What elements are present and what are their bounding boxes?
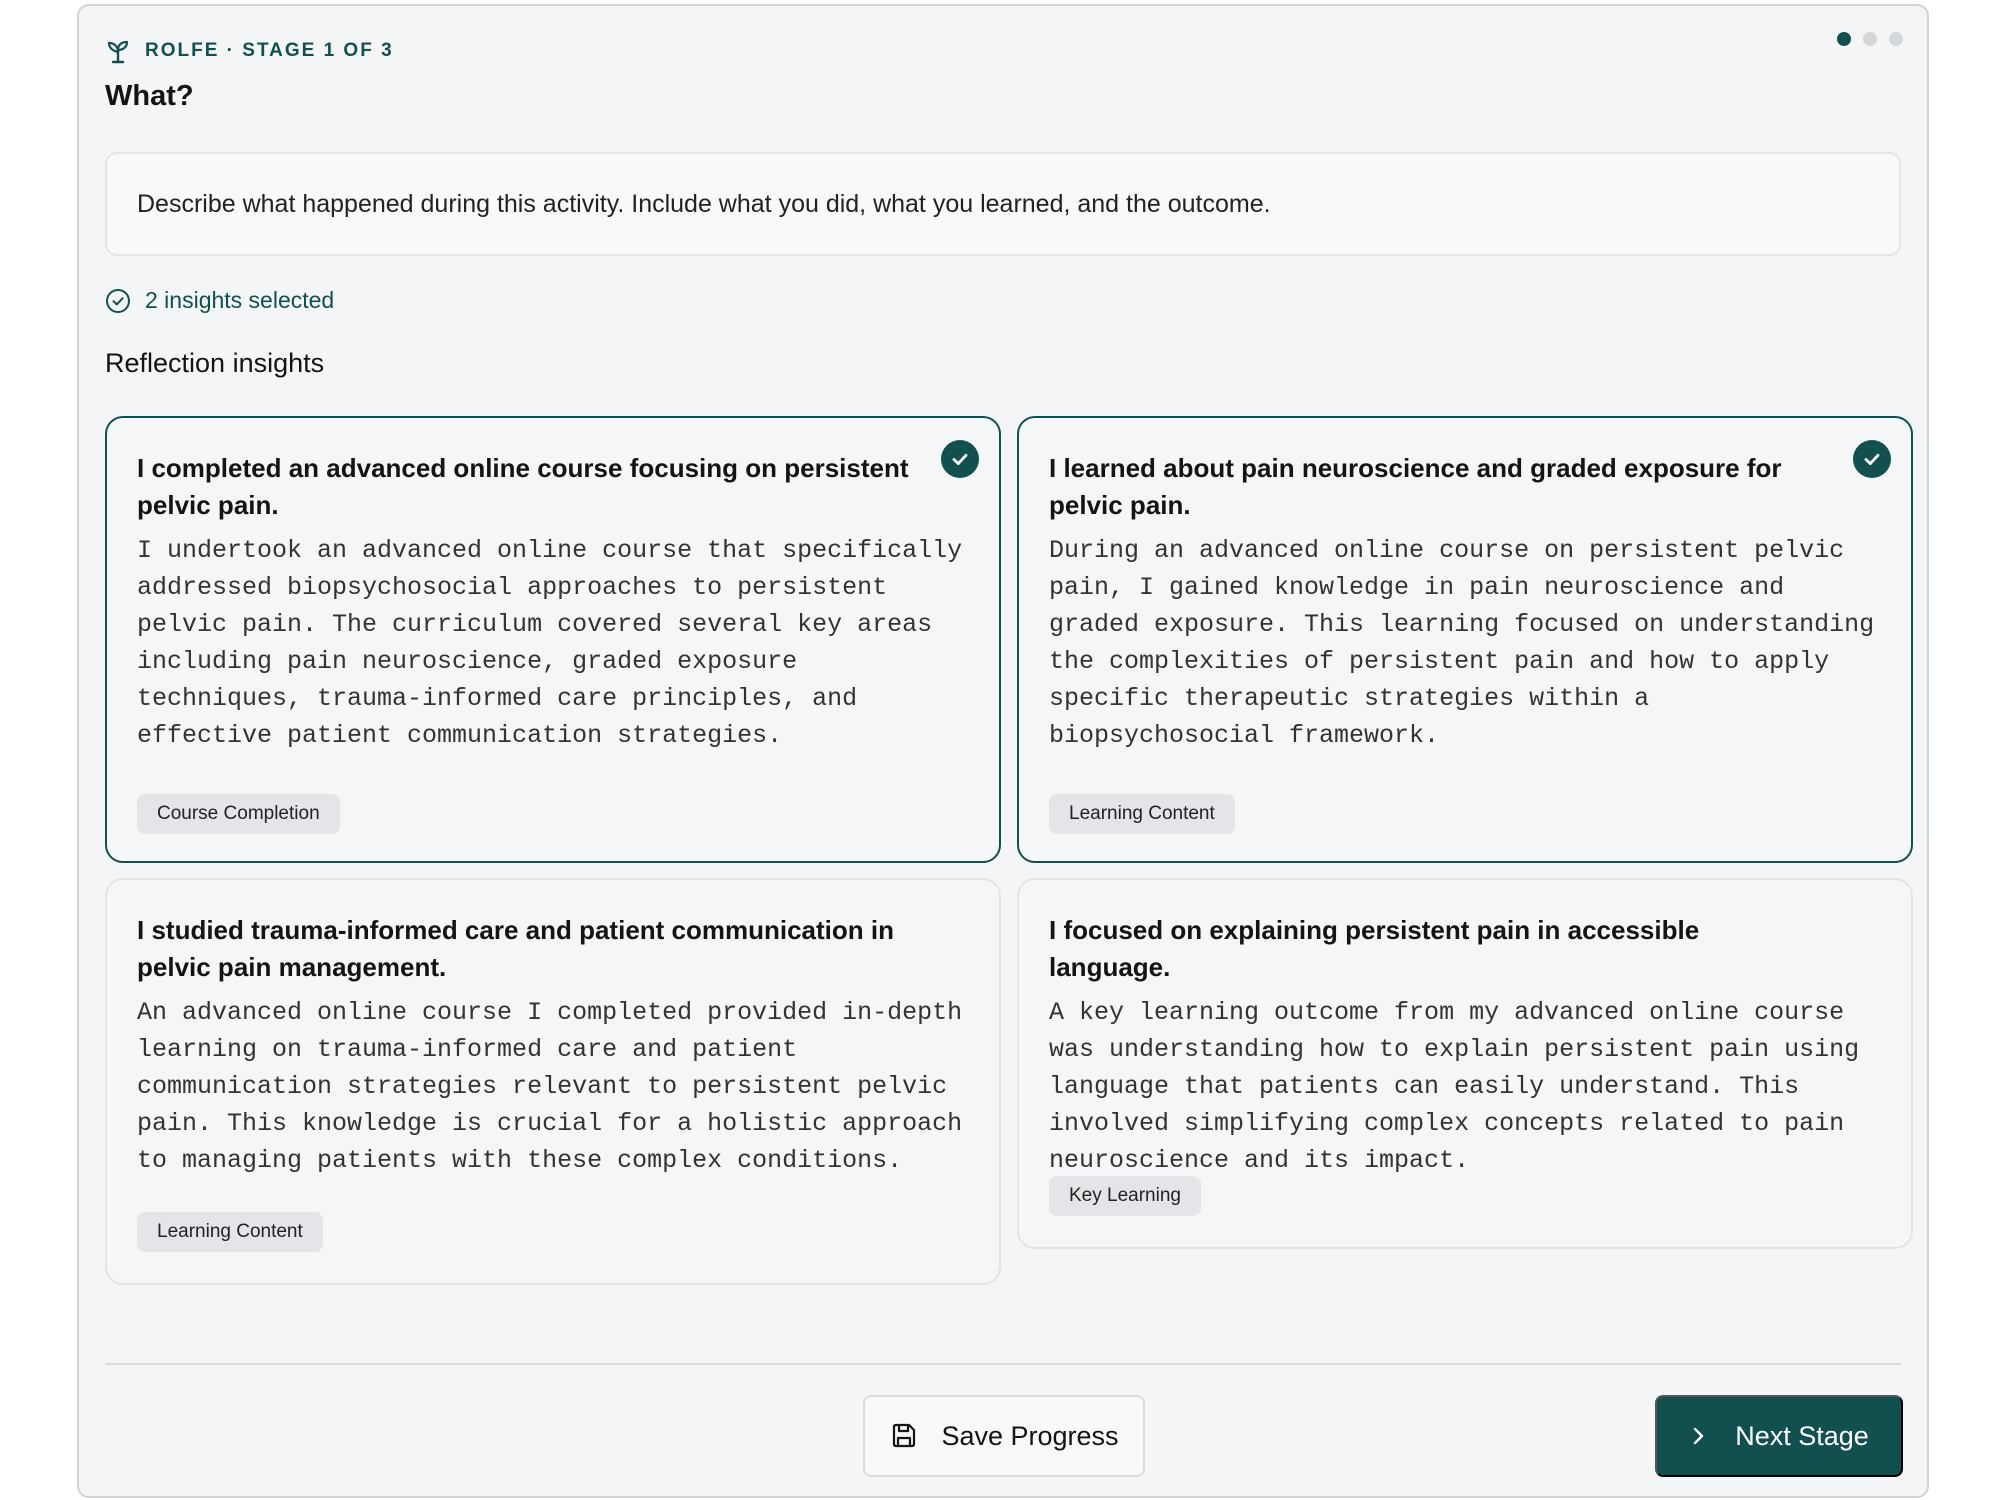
stage-label: ROLFE · STAGE 1 OF 3 (145, 40, 394, 61)
stage-header (105, 38, 394, 64)
insight-tag: Course Completion (137, 794, 340, 834)
stage-dot-2 (1863, 32, 1877, 46)
selected-check-icon (941, 440, 979, 478)
chevron-right-icon (1689, 1425, 1707, 1447)
selected-check-icon (1853, 440, 1891, 478)
insight-card[interactable] (1017, 416, 1913, 863)
next-stage-button[interactable] (1655, 1395, 1903, 1477)
selection-status (105, 287, 334, 314)
stage-progress-dots (1837, 32, 1903, 46)
prompt-text: Describe what happened during this activity. Include what you did, what you learned, and the outcome. (137, 189, 1271, 218)
insight-card[interactable] (1017, 878, 1913, 1249)
insight-title: I learned about pain neuroscience and graded exposure for pelvic pain. (1049, 453, 1782, 520)
insight-tag: Learning Content (137, 1212, 323, 1252)
circle-check-icon (105, 288, 131, 314)
section-title: Reflection insights (105, 348, 325, 378)
insight-body: A key learning outcome from my advanced online course was understanding how to explain persistent pain using language that patients can easily understand. This involved simplifying complex concepts related to pain neuroscience and its impact. (1049, 998, 1860, 1175)
insight-card[interactable] (105, 878, 1001, 1285)
insight-body: An advanced online course I completed provided in-depth learning on trauma-informed care and patient communication strategies relevant to persistent pelvic pain. This knowledge is crucial for a holistic approach to managing patients with these complex conditions. (137, 998, 963, 1175)
page-title: What? (105, 80, 194, 112)
insight-tag: Learning Content (1049, 794, 1235, 834)
insight-title: I studied trauma-informed care and patient communication in pelvic pain management. (137, 915, 894, 982)
insight-card[interactable] (105, 416, 1001, 863)
insight-body: During an advanced online course on persistent pelvic pain, I gained knowledge in pain neuroscience and graded exposure. This learning focused on understanding the complexities of persistent pain and how to apply specific therapeutic strategies within a biopsychosocial framework. (1049, 536, 1875, 750)
stage-dot-3 (1889, 32, 1903, 46)
prompt-box (105, 152, 1901, 256)
save-button-label: Save Progress (941, 1420, 1119, 1451)
save-icon (889, 1421, 919, 1451)
next-button-label: Next Stage (1735, 1420, 1869, 1451)
selection-count: 2 insights selected (145, 287, 335, 313)
insight-tag: Key Learning (1049, 1176, 1201, 1216)
insight-title: I completed an advanced online course focusing on persistent pelvic pain. (137, 453, 909, 520)
save-progress-button[interactable] (863, 1395, 1145, 1477)
reflection-panel (77, 4, 1929, 1498)
insight-title: I focused on explaining persistent pain in accessible language. (1049, 915, 1700, 982)
footer-divider (105, 1363, 1901, 1365)
stage-dot-1 (1837, 32, 1851, 46)
insight-body: I undertook an advanced online course that specifically addressed biopsychosocial approaches to persistent pelvic pain. The curriculum covered several key areas including pain neuroscience, graded exposure techniques, trauma-informed care principles, and effective patient communication strategies. (137, 536, 963, 750)
sprout-icon (105, 38, 131, 64)
